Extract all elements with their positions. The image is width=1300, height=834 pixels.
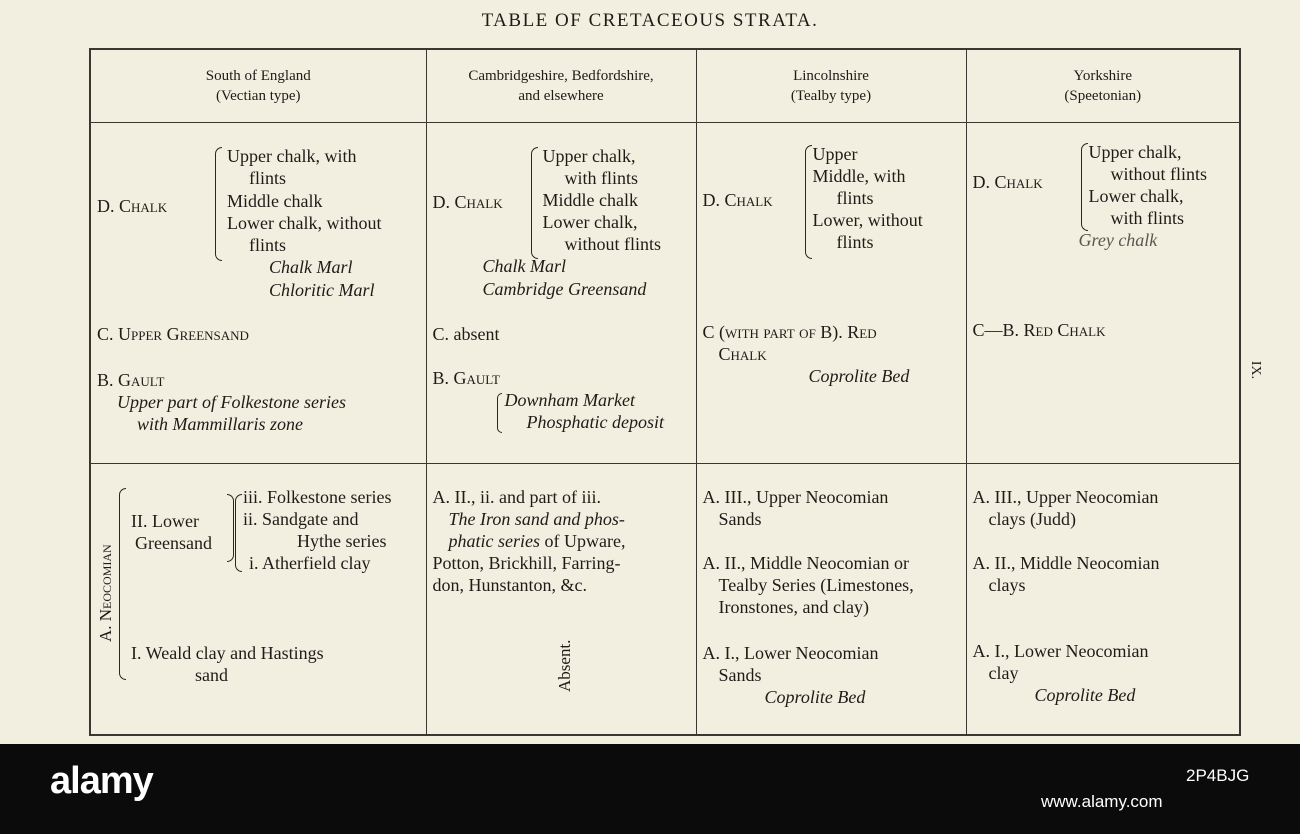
cambs-chalk-label: D. Chalk — [432, 192, 503, 212]
lower-row — [90, 464, 1240, 736]
lincs-red-chalk: C (with part of B). Red — [702, 322, 877, 342]
cell-cambs-lower — [426, 464, 696, 736]
cambs-gault: B. Gault — [432, 368, 500, 388]
sandgate: ii. Sandgate and — [243, 509, 359, 529]
lower-greensand-1: II. Lower — [131, 511, 199, 531]
chloritic-marl: Chloritic Marl — [269, 280, 375, 300]
header-cambs: Cambridgeshire, Bedfordshire, and elsewhere — [426, 49, 696, 123]
absent-label: Absent. — [554, 639, 574, 692]
phosphatic-deposit: Phosphatic deposit — [526, 412, 664, 432]
yorks-a2: A. II., Middle Neocomian — [972, 553, 1160, 573]
cambs-c-absent: C. absent — [432, 324, 500, 344]
header-south: South of England (Vectian type) — [90, 49, 426, 123]
yorks-red-chalk: C—B. Red Chalk — [972, 320, 1106, 340]
chalk-item: Middle, with — [812, 166, 906, 186]
chalk-item: Middle chalk — [227, 191, 323, 211]
cell-cambs-upper — [426, 123, 696, 464]
chalk-item: without flints — [564, 234, 662, 254]
lincs-a2: A. II., Middle Neocomian or — [702, 553, 909, 573]
coprolite-bed: Coprolite Bed — [764, 687, 866, 707]
lincs-a2-2: Tealby Series (Limestones, — [718, 575, 914, 595]
coprolite-bed: Coprolite Bed — [808, 366, 910, 386]
potton-line: Potton, Brickhill, Farring- — [432, 553, 621, 573]
cell-yorks-upper — [966, 123, 1240, 464]
cell-lincs-lower — [696, 464, 966, 736]
image-code: 2P4BJG — [1186, 766, 1250, 785]
chalk-item: without flints — [1110, 164, 1208, 184]
site-url: www.alamy.com — [1041, 792, 1163, 811]
chalk-item: Upper chalk, — [1088, 142, 1182, 162]
upper-row — [90, 123, 1240, 464]
grey-chalk: Grey chalk — [1078, 230, 1158, 250]
chalk-item: Lower chalk, — [1088, 186, 1184, 206]
brace — [227, 494, 234, 562]
brace — [235, 494, 242, 572]
cambs-a-line: A. II., ii. and part of iii. — [432, 487, 601, 507]
mammillaris-line: with Mammillaris zone — [137, 414, 304, 434]
phosphatic-series: phatic series — [448, 531, 540, 551]
cell-south-upper — [90, 123, 426, 464]
lincs-a1-2: Sands — [718, 665, 762, 685]
chalk-item: flints — [836, 188, 874, 208]
brace — [531, 147, 538, 259]
iron-sand: The Iron sand and phos- — [448, 509, 625, 529]
page-mark: IX. — [1248, 360, 1264, 380]
cell-south-lower — [90, 464, 426, 736]
yorks-a3: A. III., Upper Neocomian — [972, 487, 1159, 507]
coprolite-bed: Coprolite Bed — [1034, 685, 1136, 705]
downham-market: Downham Market — [504, 390, 635, 410]
brace — [805, 145, 812, 259]
yorks-a1: A. I., Lower Neocomian — [972, 641, 1149, 661]
yorks-chalk-label: D. Chalk — [972, 172, 1043, 192]
chalk-item: Lower chalk, without — [227, 213, 382, 233]
chalk-item: Middle chalk — [542, 190, 638, 210]
page-title: TABLE OF CRETACEOUS STRATA. — [481, 10, 819, 31]
strata-table — [89, 48, 1241, 736]
hythe-series: Hythe series — [297, 531, 387, 551]
yorks-a2-2: clays — [988, 575, 1026, 595]
chalk-item: Upper chalk, — [542, 146, 636, 166]
chalk-item: flints — [836, 232, 874, 252]
brace — [497, 393, 502, 433]
south-gault: B. Gault — [97, 370, 165, 390]
south-chalk-label: D. Chalk — [97, 196, 168, 216]
chalk-item: with flints — [564, 168, 639, 188]
upper-greensand: C. Upper Greensand — [97, 324, 249, 344]
chalk-item: Lower chalk, — [542, 212, 638, 232]
chalk-item: flints — [249, 235, 287, 255]
yorks-a1-2: clay — [988, 663, 1019, 683]
lincs-chalk-label: D. Chalk — [702, 190, 773, 210]
lincs-a1: A. I., Lower Neocomian — [702, 643, 879, 663]
header-lincs: Lincolnshire (Tealby type) — [696, 49, 966, 123]
neocomian-label: A. Neocomian — [96, 544, 115, 642]
lincs-a2-3: Ironstones, and clay) — [718, 597, 869, 617]
upware: of Upware, — [540, 531, 626, 551]
chalk-item: with flints — [1110, 208, 1185, 228]
brace — [215, 147, 222, 261]
cell-lincs-upper — [696, 123, 966, 464]
folkestone-line: Upper part of Folkestone series — [117, 392, 346, 412]
chalk-marl: Chalk Marl — [482, 256, 566, 276]
cambridge-greensand: Cambridge Greensand — [482, 279, 647, 299]
weald-clay: I. Weald clay and Hastings — [131, 643, 324, 663]
chalk-item: flints — [249, 168, 287, 188]
folkestone-series: iii. Folkestone series — [243, 487, 392, 507]
lower-greensand-2: Greensand — [135, 533, 212, 553]
atherfield-clay: i. Atherfield clay — [249, 553, 371, 573]
lincs-red-chalk-2: Chalk — [718, 344, 767, 364]
brace — [119, 488, 126, 680]
lincs-a3-2: Sands — [718, 509, 762, 529]
chalk-item: Lower, without — [812, 210, 923, 230]
header-yorks: Yorkshire (Speetonian) — [966, 49, 1240, 123]
lincs-a3: A. III., Upper Neocomian — [702, 487, 889, 507]
brace — [1081, 143, 1088, 231]
hunstanton-line: don, Hunstanton, &c. — [432, 575, 587, 595]
alamy-logo: alamy — [50, 760, 153, 802]
yorks-a3-2: clays (Judd) — [988, 509, 1076, 529]
chalk-marl: Chalk Marl — [269, 257, 353, 277]
header-row — [90, 49, 1240, 123]
weald-sand: sand — [195, 665, 228, 685]
watermark-footer — [0, 744, 1300, 834]
cell-yorks-lower — [966, 464, 1240, 736]
chalk-item: Upper — [812, 144, 858, 164]
chalk-item: Upper chalk, with — [227, 146, 357, 166]
